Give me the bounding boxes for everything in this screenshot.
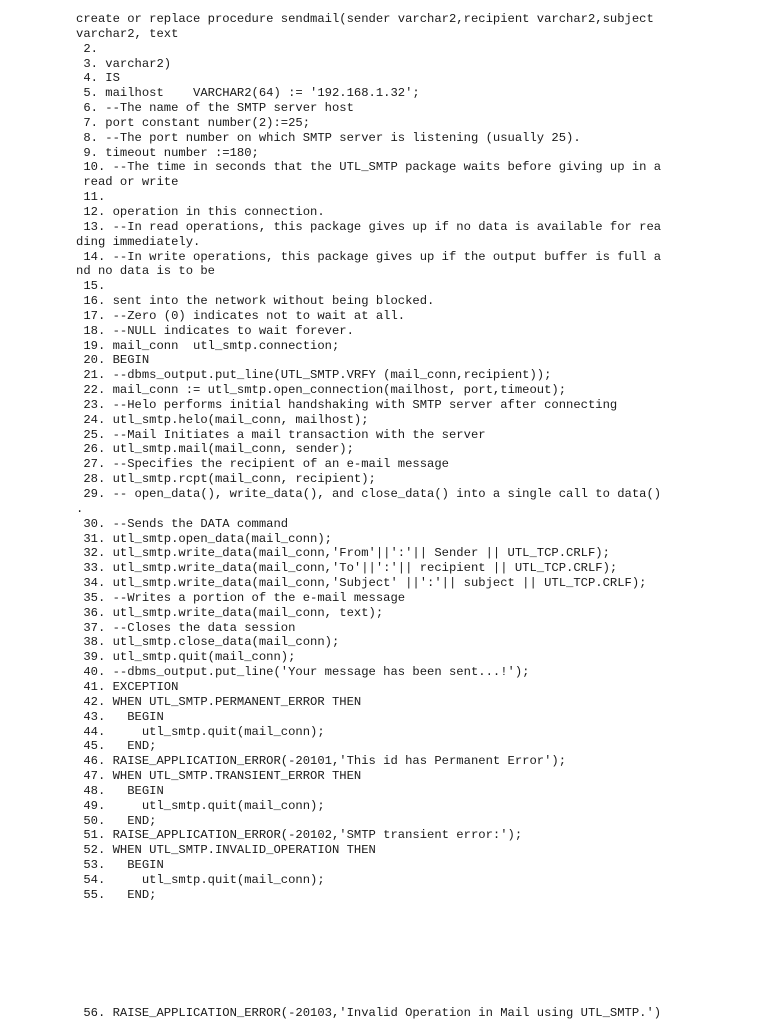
code-line: 12. operation in this connection. [76,204,325,219]
code-listing [76,12,756,903]
code-line: 16. sent into the network without being blocked. [76,294,435,309]
code-line: 24. utl_smtp.helo(mail_conn, mailhost); [76,412,369,427]
code-line: 18. --NULL indicates to wait forever. [76,323,354,338]
code-line: 35. --Writes a portion of the e-mail message [76,590,406,605]
code-line: 38. utl_smtp.close_data(mail_conn); [76,635,340,650]
code-line: 33. utl_smtp.write_data(mail_conn,'To'||':'|| recipient || UTL_TCP.CRLF); [76,561,618,576]
code-line: 45. END; [76,739,157,754]
code-line: 4. IS [76,71,120,86]
code-line: 44. utl_smtp.quit(mail_conn); [76,724,325,739]
code-line: 53. BEGIN [76,858,164,873]
code-line: 7. port constant number(2):=25; [76,115,311,130]
code-line: 34. utl_smtp.write_data(mail_conn,'Subject' ||':'|| subject || UTL_TCP.CRLF); [76,576,647,591]
code-line: 20. BEGIN [76,353,150,368]
code-line: 42. WHEN UTL_SMTP.PERMANENT_ERROR THEN [76,694,362,709]
code-line: create or replace procedure sendmail(sender varchar2,recipient varchar2,subject [76,12,654,26]
code-line: 17. --Zero (0) indicates not to wait at all. [76,308,406,323]
code-line: 10. --The time in seconds that the UTL_SMTP package waits before giving up in a [76,160,662,175]
code-line: 41. EXCEPTION [76,679,179,694]
code-line: 14. --In write operations, this package gives up if the output buffer is full a [76,249,662,264]
code-line: 8. --The port number on which SMTP server is listening (usually 25). [76,130,581,145]
code-line: 51. RAISE_APPLICATION_ERROR(-20102,'SMTP transient error:'); [76,828,523,843]
code-line: 37. --Closes the data session [76,620,296,635]
code-line: ding immediately. [76,234,201,249]
code-line: 26. utl_smtp.mail(mail_conn, sender); [76,442,354,457]
code-line: 19. mail_conn utl_smtp.connection; [76,338,340,353]
code-line: 36. utl_smtp.write_data(mail_conn, text); [76,605,384,620]
code-line: 54. utl_smtp.quit(mail_conn); [76,872,325,887]
code-line: 2. [76,41,98,56]
code-line: 30. --Sends the DATA command [76,516,289,531]
code-line: 31. utl_smtp.open_data(mail_conn); [76,531,332,546]
code-line: 5. mailhost VARCHAR2(64) := '192.168.1.32'; [76,86,420,101]
code-line: 46. RAISE_APPLICATION_ERROR(-20101,'This id has Permanent Error'); [76,754,567,769]
code-line: 21. --dbms_output.put_line(UTL_SMTP.VRFY (mail_conn,recipient)); [76,368,552,383]
code-line: 39. utl_smtp.quit(mail_conn); [76,650,296,665]
code-line: 13. --In read operations, this package gives up if no data is available for rea [76,219,662,234]
code-line: 28. utl_smtp.rcpt(mail_conn, recipient); [76,472,376,487]
code-line: 43. BEGIN [76,709,164,724]
code-line: 47. WHEN UTL_SMTP.TRANSIENT_ERROR THEN [76,769,362,784]
code-line: 32. utl_smtp.write_data(mail_conn,'From'||':'|| Sender || UTL_TCP.CRLF); [76,546,610,561]
code-line-56: 56. RAISE_APPLICATION_ERROR(-20103,'Invalid Operation in Mail using UTL_SMTP.') [76,1006,662,1020]
code-line: 25. --Mail Initiates a mail transaction with the server [76,427,486,442]
code-line: 15. [76,279,106,294]
code-line: 55. END; [76,887,157,902]
code-line: . [76,501,84,516]
code-line: 11. [76,190,106,205]
code-line: 48. BEGIN [76,783,164,798]
code-line: 22. mail_conn := utl_smtp.open_connection(mailhost, port,timeout); [76,383,567,398]
code-line: 9. timeout number :=180; [76,145,259,160]
code-line: 40. --dbms_output.put_line('Your message has been sent...!'); [76,665,530,680]
code-line: 50. END; [76,813,157,828]
code-line: 29. -- open_data(), write_data(), and close_data() into a single call to data() [76,487,662,501]
code-line: read or write [76,175,179,190]
code-line: 27. --Specifies the recipient of an e-mail message [76,457,449,472]
code-line: nd no data is to be [76,264,215,279]
code-line: 52. WHEN UTL_SMTP.INVALID_OPERATION THEN [76,843,376,858]
code-line: 3. varchar2) [76,56,172,71]
code-line: 6. --The name of the SMTP server host [76,101,354,116]
code-line: 49. utl_smtp.quit(mail_conn); [76,798,325,813]
code-line: 23. --Helo performs initial handshaking with SMTP server after connecting [76,397,618,412]
code-line: varchar2, text [76,26,179,41]
